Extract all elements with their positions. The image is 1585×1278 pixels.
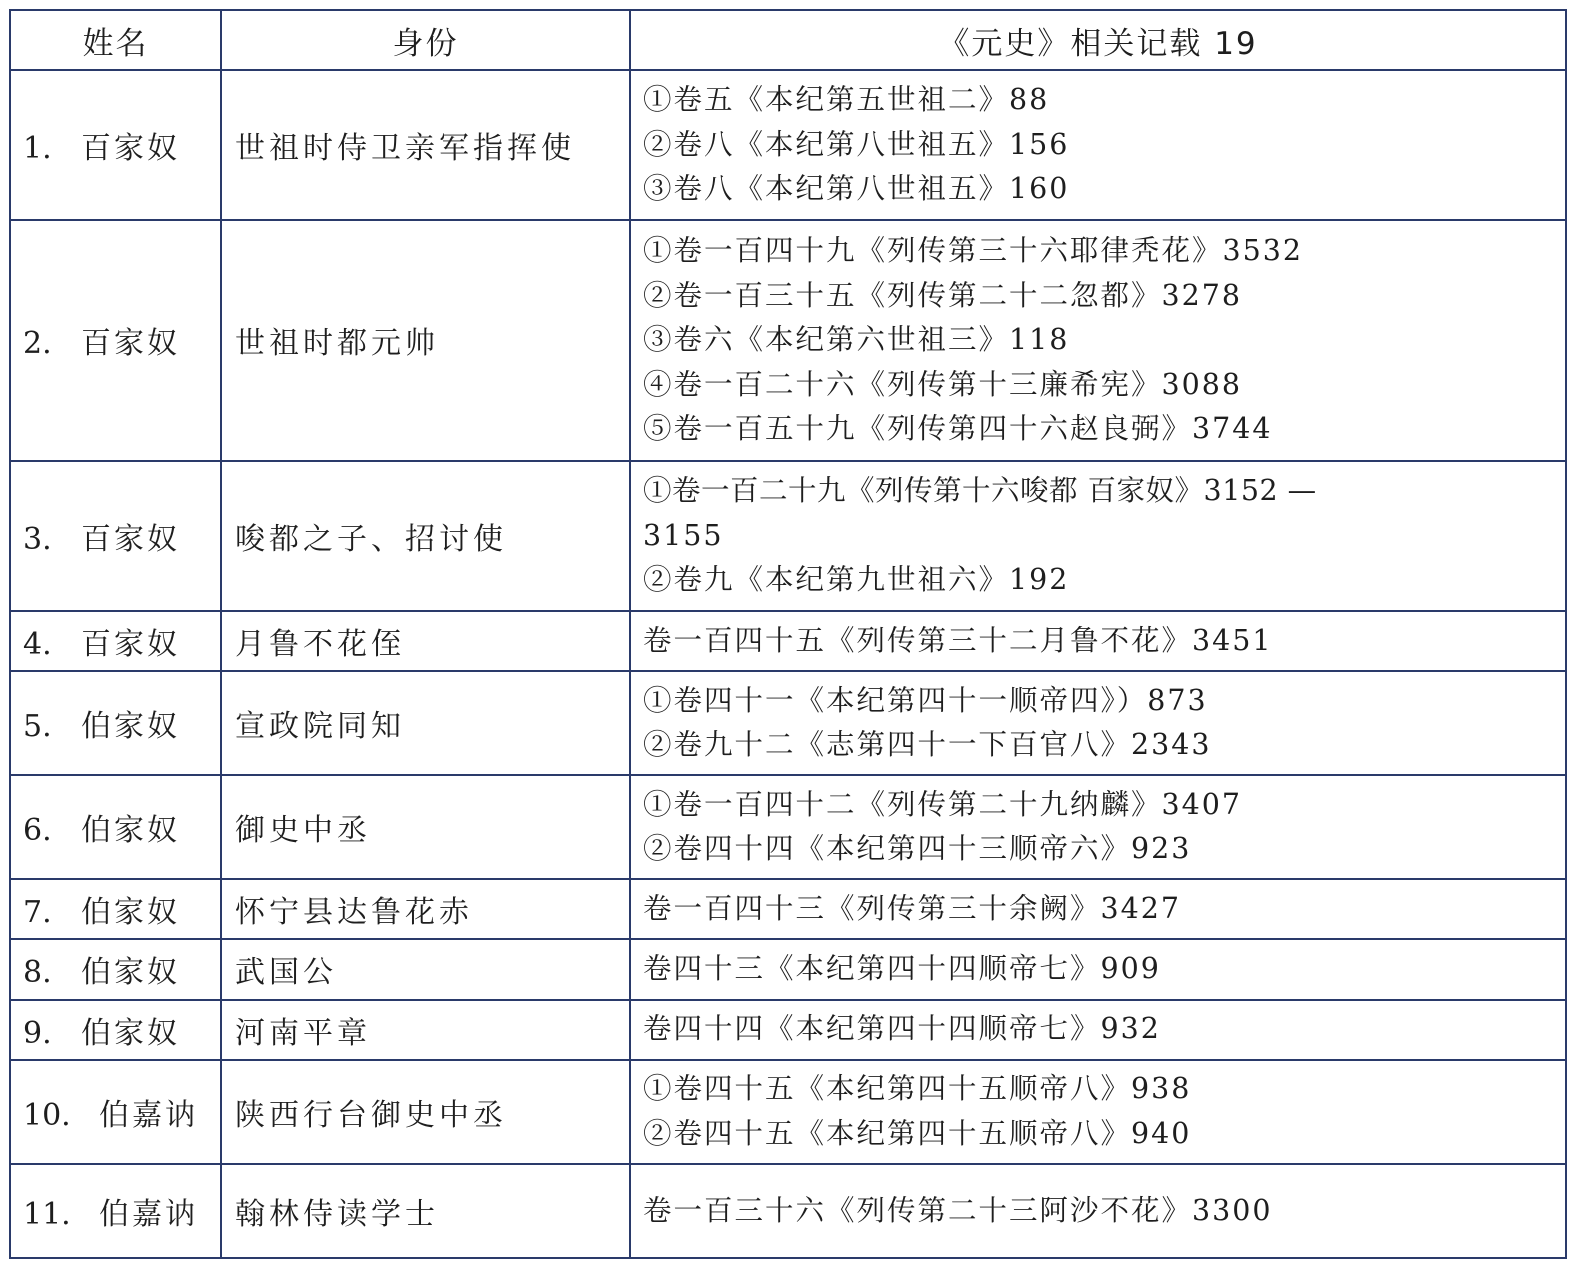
records-table [9, 9, 1567, 1259]
name-cell [10, 220, 221, 460]
name-cell [10, 879, 221, 939]
refs-cell [630, 611, 1566, 671]
person-name: 百家奴 [81, 131, 180, 167]
table-row [10, 939, 1566, 999]
ref-line: ①卷五《本纪第五世祖二》88 [643, 83, 1050, 117]
name-cell [10, 70, 221, 220]
row-number: 3. [23, 521, 52, 557]
refs-cell [630, 220, 1566, 460]
person-name: 百家奴 [81, 626, 180, 662]
role-cell: 武国公 [221, 939, 630, 999]
ref-line: ③卷六《本纪第六世祖三》118 [643, 323, 1070, 357]
refs-cell [630, 70, 1566, 220]
role-cell: 翰林侍读学士 [221, 1164, 630, 1258]
table-row [10, 879, 1566, 939]
role-cell: 陕西行台御史中丞 [221, 1060, 630, 1164]
table-row [10, 1060, 1566, 1164]
person-name: 伯家奴 [81, 1015, 180, 1051]
role-cell: 世祖时都元帅 [221, 220, 630, 460]
person-name: 百家奴 [81, 521, 180, 557]
refs-cell [630, 671, 1566, 775]
table-body [10, 70, 1566, 1258]
name-cell [10, 1000, 221, 1060]
header-refs: 《元史》相关记载 19 [630, 10, 1566, 70]
row-number: 4. [23, 626, 52, 662]
table-row [10, 1164, 1566, 1258]
person-name: 伯家奴 [81, 709, 180, 745]
person-name: 伯家奴 [81, 895, 180, 931]
row-number: 6. [23, 813, 52, 849]
ref-line: 卷一百四十五《列传第三十二月鲁不花》3451 [643, 623, 1273, 657]
row-number: 2. [23, 326, 52, 362]
refs-cell [630, 1164, 1566, 1258]
refs-cell [630, 939, 1566, 999]
ref-line: ①卷一百四十二《列传第二十九纳麟》3407 [643, 787, 1243, 821]
row-number: 5. [23, 709, 52, 745]
ref-line: ⑤卷一百五十九《列传第四十六赵良弼》3744 [643, 412, 1273, 446]
header-row [10, 10, 1566, 70]
role-cell: 世祖时侍卫亲军指挥使 [221, 70, 630, 220]
row-number: 1. [23, 131, 52, 167]
header-role: 身份 [221, 10, 630, 70]
row-number: 11. [23, 1196, 71, 1232]
ref-line: ①卷一百四十九《列传第三十六耶律秃花》3532 [643, 234, 1304, 268]
table-row [10, 611, 1566, 671]
table-row [10, 1000, 1566, 1060]
ref-line: ②卷九《本纪第九世祖六》192 [643, 563, 1070, 597]
ref-line: 卷四十三《本纪第四十四顺帝七》909 [643, 952, 1161, 986]
name-cell [10, 1164, 221, 1258]
ref-line: 3155 [643, 518, 724, 552]
person-name: 伯嘉讷 [99, 1097, 198, 1133]
role-cell: 御史中丞 [221, 775, 630, 879]
refs-cell [630, 775, 1566, 879]
ref-line: ①卷一百二十九《列传第十六唆都 百家奴》3152 — [643, 474, 1317, 508]
ref-line: ①卷四十五《本纪第四十五顺帝八》938 [643, 1072, 1192, 1106]
row-number: 9. [23, 1015, 52, 1051]
ref-line: ③卷八《本纪第八世祖五》160 [643, 172, 1070, 206]
role-cell: 宣政院同知 [221, 671, 630, 775]
ref-line: ①卷四十一《本纪第四十一顺帝四》）873 [643, 683, 1208, 717]
person-name: 伯家奴 [81, 813, 180, 849]
table-row [10, 70, 1566, 220]
person-name: 伯家奴 [81, 955, 180, 991]
ref-line: ②卷一百三十五《列传第二十二忽都》3278 [643, 278, 1243, 312]
role-cell: 河南平章 [221, 1000, 630, 1060]
person-name: 百家奴 [81, 326, 180, 362]
role-cell: 怀宁县达鲁花赤 [221, 879, 630, 939]
name-cell [10, 671, 221, 775]
refs-cell [630, 461, 1566, 611]
table-row [10, 461, 1566, 611]
role-cell: 月鲁不花侄 [221, 611, 630, 671]
name-cell [10, 939, 221, 999]
ref-line: ②卷八《本纪第八世祖五》156 [643, 127, 1070, 161]
row-number: 7. [23, 895, 52, 931]
name-cell [10, 461, 221, 611]
refs-cell [630, 1000, 1566, 1060]
row-number: 10. [23, 1097, 71, 1133]
header-name: 姓名 [10, 10, 221, 70]
role-cell: 唆都之子、招讨使 [221, 461, 630, 611]
refs-cell [630, 879, 1566, 939]
table-row [10, 671, 1566, 775]
row-number: 8. [23, 955, 52, 991]
ref-line: 卷一百三十六《列传第二十三阿沙不花》3300 [643, 1193, 1273, 1227]
name-cell [10, 1060, 221, 1164]
ref-line: 卷四十四《本纪第四十四顺帝七》932 [643, 1012, 1161, 1046]
table-row [10, 775, 1566, 879]
person-name: 伯嘉讷 [99, 1196, 198, 1232]
name-cell [10, 775, 221, 879]
ref-line: ②卷四十四《本纪第四十三顺帝六》923 [643, 832, 1192, 866]
name-cell [10, 611, 221, 671]
ref-line: ②卷九十二《志第四十一下百官八》2343 [643, 728, 1212, 762]
ref-line: ④卷一百二十六《列传第十三廉希宪》3088 [643, 367, 1243, 401]
ref-line: ②卷四十五《本纪第四十五顺帝八》940 [643, 1116, 1192, 1150]
refs-cell [630, 1060, 1566, 1164]
ref-line: 卷一百四十三《列传第三十余阙》3427 [643, 892, 1182, 926]
table-row [10, 220, 1566, 460]
